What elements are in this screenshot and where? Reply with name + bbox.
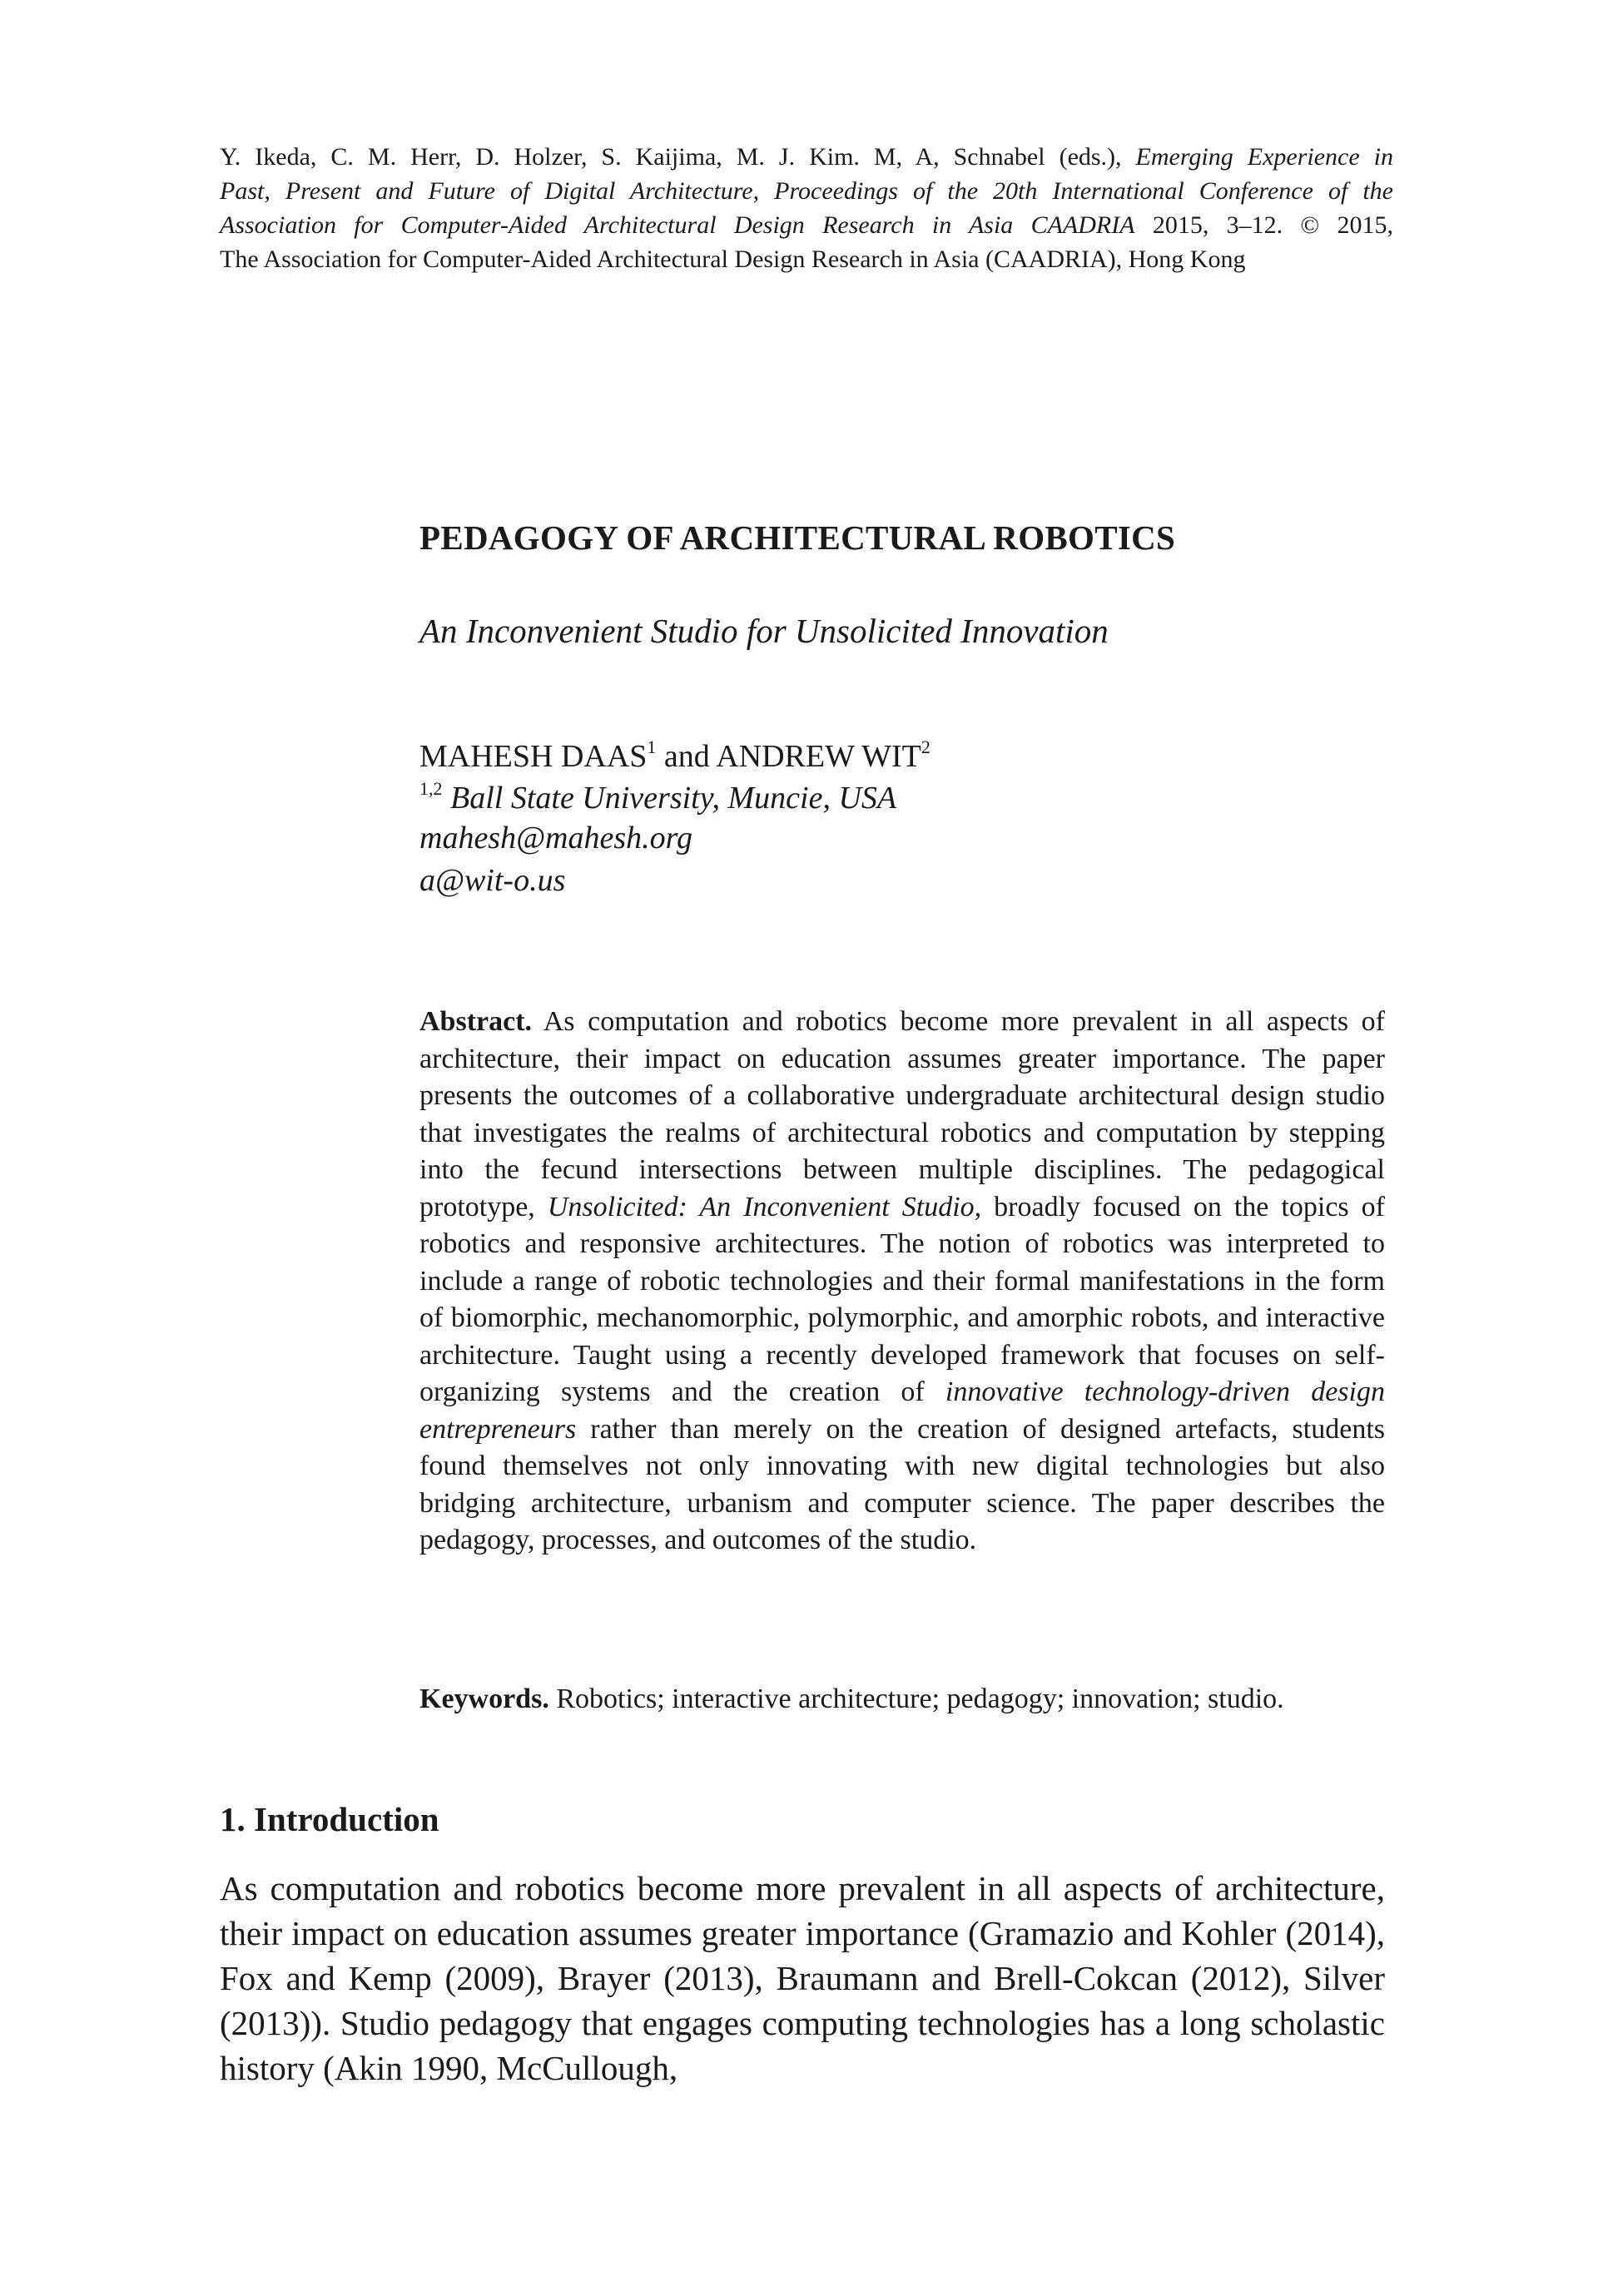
affiliation-text: Ball State University, Muncie, USA [442, 781, 897, 816]
author-email-1: mahesh@mahesh.org [419, 821, 693, 855]
author-2-affiliation-mark: 2 [921, 736, 931, 757]
abstract-studio-name: Unsolicited: An Inconvenient Studio, [547, 1191, 982, 1222]
abstract-paragraph [419, 1004, 1385, 1560]
citation-editors: Y. Ikeda, C. M. Herr, D. Holzer, S. Kaijima, M. J. Kim. M, A, Schnabel (eds.), [220, 143, 1136, 171]
keywords-label: Keywords. [419, 1684, 549, 1714]
citation-line-1 [220, 140, 1393, 174]
author-name-1: MAHESH DAAS [419, 739, 648, 774]
abstract-emphasis: innovative technology-driven design entrepreneurs [419, 1376, 1385, 1445]
affiliation-mark: 1,2 [419, 778, 443, 799]
paper-title: PEDAGOGY OF ARCHITECTURAL ROBOTICS [419, 518, 1176, 557]
paper-subtitle: An Inconvenient Studio for Unsolicited Innovation [419, 612, 1109, 650]
citation-line-2: Past, Present and Future of Digital Architecture, Proceedings of the 20th International Conference of the [220, 177, 1393, 205]
author-email-2: a@wit-o.us [419, 863, 566, 898]
author-1-affiliation-mark: 1 [647, 736, 657, 757]
keywords-text: Robotics; interactive architecture; pedagogy; innovation; studio. [548, 1684, 1284, 1714]
citation-header [220, 140, 1393, 276]
affiliation-line [419, 777, 896, 819]
author-line [419, 736, 931, 777]
abstract-text-1: As computation and robotics become more prevalent in all aspects of architecture, their impact on education assumes greater importance. The paper presents the outcomes of a collaborative undergraduate architectural design studio that investigates the realms of architectural robotics and computation by stepping into the fecund intersections between multiple disciplines. The pedagogical prototype, [419, 1006, 1385, 1222]
abstract-label: Abstract. [419, 1006, 533, 1037]
abstract-text-3: rather than merely on the creation of designed artefacts, students found themselves not only innovating with new digital technologies but also bridging architecture, urbanism and computer science. The paper describes the pedagogy, processes, and outcomes of the studio. [419, 1413, 1385, 1555]
author-conjunction: and [656, 739, 717, 774]
citation-book-title-end: Association for Computer-Aided Architectural Design Research in Asia CAADRIA [220, 211, 1135, 239]
introduction-paragraph: As computation and robotics become more prevalent in all aspects of architecture, their impact on education assumes greater importance (Gramazio and Kohler (2014), Fox and Kemp (2009), Brayer (2013), Braumann and Brell-Cokcan (2012), Silver (2013)). Studio pedagogy that engages computing technologies has a long scholastic history (Akin 1990, McCullough, [220, 1869, 1385, 2087]
citation-line-3 [220, 208, 1393, 242]
citation-pages-copyright: 2015, 3–12. © 2015, [1134, 211, 1393, 239]
citation-publisher: The Association for Computer-Aided Architectural Design Research in Asia (CAADRIA), Hong Kong [220, 245, 1246, 273]
author-name-2: ANDREW WIT [716, 739, 921, 774]
section-heading-introduction: 1. Introduction [220, 1800, 439, 1838]
citation-book-title-start: Emerging Experience in [1135, 143, 1393, 171]
abstract-text-2: broadly focused on the topics of robotics and responsive architectures. The notion of robotics was interpreted to include a range of robotic technologies and their formal manifestations in the form of biomorphic, mechanomorphic, polymorphic, and amorphic robots, and interactive architecture. Taught using a recently developed framework that focuses on self-organizing systems and the creation of [419, 1191, 1385, 1407]
keywords-paragraph [419, 1681, 1385, 1718]
